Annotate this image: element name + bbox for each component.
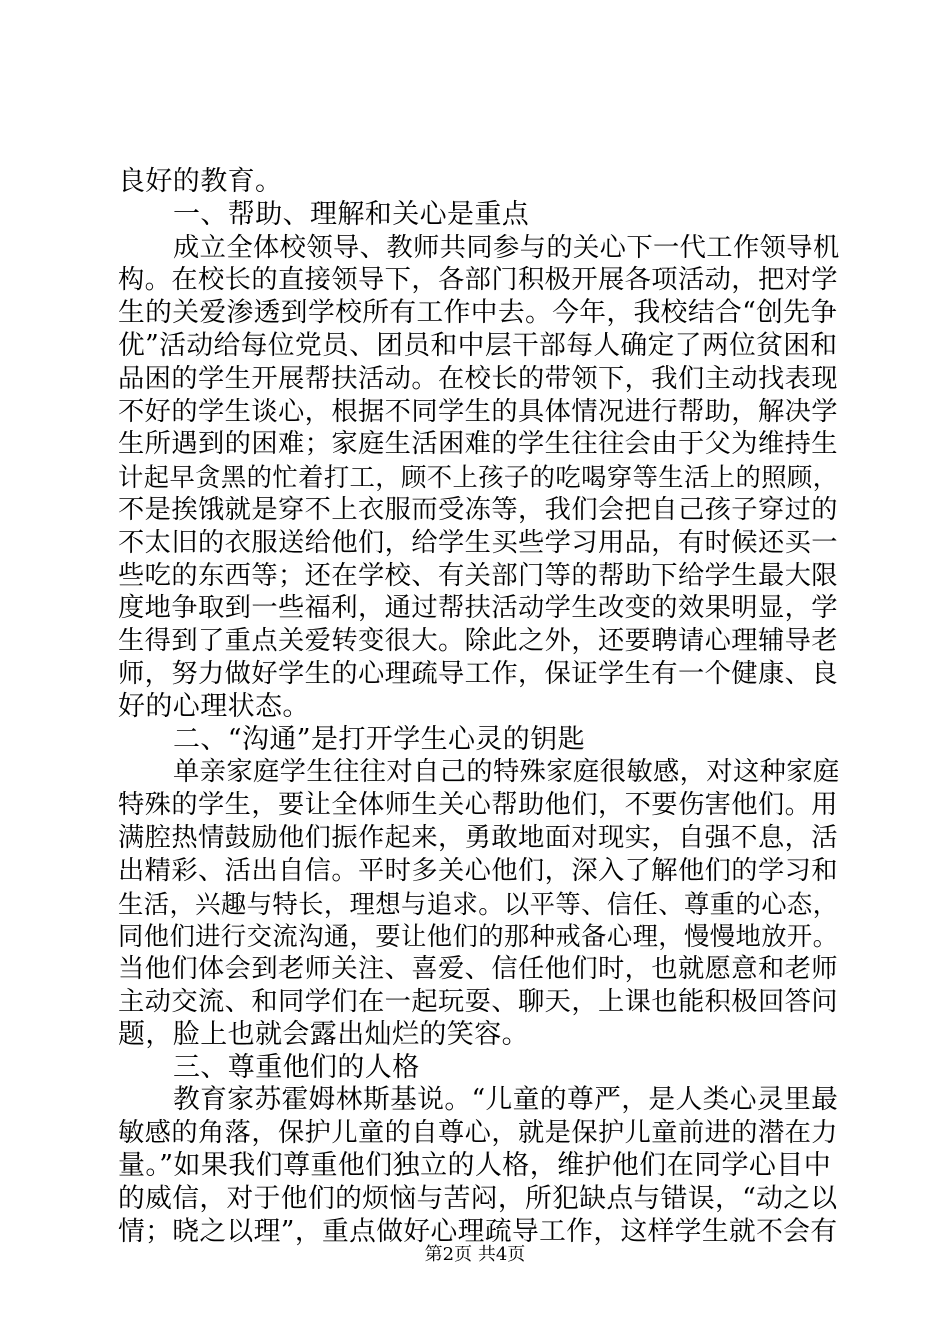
text-line: 满腔热情鼓励他们振作起来，勇敢地面对现实，自强不息，活	[118, 822, 838, 853]
text-line: 良好的教育。	[118, 166, 283, 197]
text-line: 单亲家庭学生往往对自己的特殊家庭很敏感，对这种家庭	[173, 757, 840, 788]
text-line: 生所遇到的困难；家庭生活困难的学生往往会由于父为维持生	[118, 429, 838, 460]
text-line: 题，脸上也就会露出灿烂的笑容。	[118, 1018, 529, 1050]
text-line: 品困的学生开展帮扶活动。在校长的带领下，我们主动找表现	[118, 363, 838, 394]
text-line: 教育家苏霍姆林斯基说。“儿童的尊严，是人类心灵里最	[173, 1084, 839, 1116]
text-line: 量。”如果我们尊重他们独立的人格，维护他们在同学心目中	[118, 1149, 832, 1181]
page-footer: 第2页 共4页	[424, 1244, 526, 1265]
text-line: 好的心理状态。	[118, 690, 310, 722]
text-line: 优”活动给每位党员、团员和中层干部每人确定了两位贫困和	[118, 329, 838, 361]
text-line: 生活，兴趣与特长，理想与追求。以平等、信任、尊重的心态，	[118, 888, 839, 919]
text-line: 同他们进行交流沟通，要让他们的那种戒备心理，慢慢地放开。	[118, 921, 839, 952]
text-line: 生得到了重点关爱转变很大。除此之外，还要聘请心理辅导老	[118, 626, 838, 657]
text-line: 出精彩、活出自信。平时多关心他们，深入了解他们的学习和	[118, 855, 838, 886]
text-line: 些吃的东西等；还在学校、有关部门等的帮助下给学生最大限	[118, 560, 838, 591]
text-line: 不是挨饿就是穿不上衣服而受冻等，我们会把自己孩子穿过的	[118, 494, 838, 525]
text-line: 不好的学生谈心，根据不同学生的具体情况进行帮助，解决学	[118, 396, 838, 427]
text-line: 三、尊重他们的人格	[173, 1051, 420, 1083]
text-line: 计起早贪黑的忙着打工，顾不上孩子的吃喝穿等生活上的照顾，	[118, 462, 839, 493]
text-line: 的威信，对于他们的烦恼与苦闷，所犯缺点与错误，“动之以	[118, 1182, 838, 1214]
text-line: 二、“沟通”是打开学生心灵的钥匙	[173, 723, 586, 755]
text-line: 度地争取到一些福利，通过帮扶活动学生改变的效果明显，学	[118, 593, 838, 624]
text-line: 敏感的角落，保护儿童的自尊心，就是保护儿童前进的潜在力	[118, 1118, 838, 1149]
text-line: 情；晓之以理”，重点做好心理疏导工作，这样学生就不会有	[118, 1215, 838, 1247]
text-line: 特殊的学生，要让全体师生关心帮助他们，不要伤害他们。用	[118, 790, 838, 821]
text-line: 师，努力做好学生的心理疏导工作，保证学生有一个健康、良	[118, 658, 838, 689]
text-line: 构。在校长的直接领导下，各部门积极开展各项活动，把对学	[118, 265, 838, 296]
text-line: 当他们体会到老师关注、喜爱、信任他们时，也就愿意和老师	[118, 954, 838, 985]
text-line: 成立全体校领导、教师共同参与的关心下一代工作领导机	[173, 232, 840, 263]
text-line: 主动交流、和同学们在一起玩耍、聊天，上课也能积极回答问	[118, 986, 838, 1017]
text-line: 一、帮助、理解和关心是重点	[173, 198, 530, 230]
text-line: 生的关爱渗透到学校所有工作中去。今年，我校结合“创先争	[118, 297, 838, 329]
text-line: 不太旧的衣服送给他们，给学生买些学习用品，有时候还买一	[118, 527, 838, 558]
document-body	[118, 166, 838, 1248]
